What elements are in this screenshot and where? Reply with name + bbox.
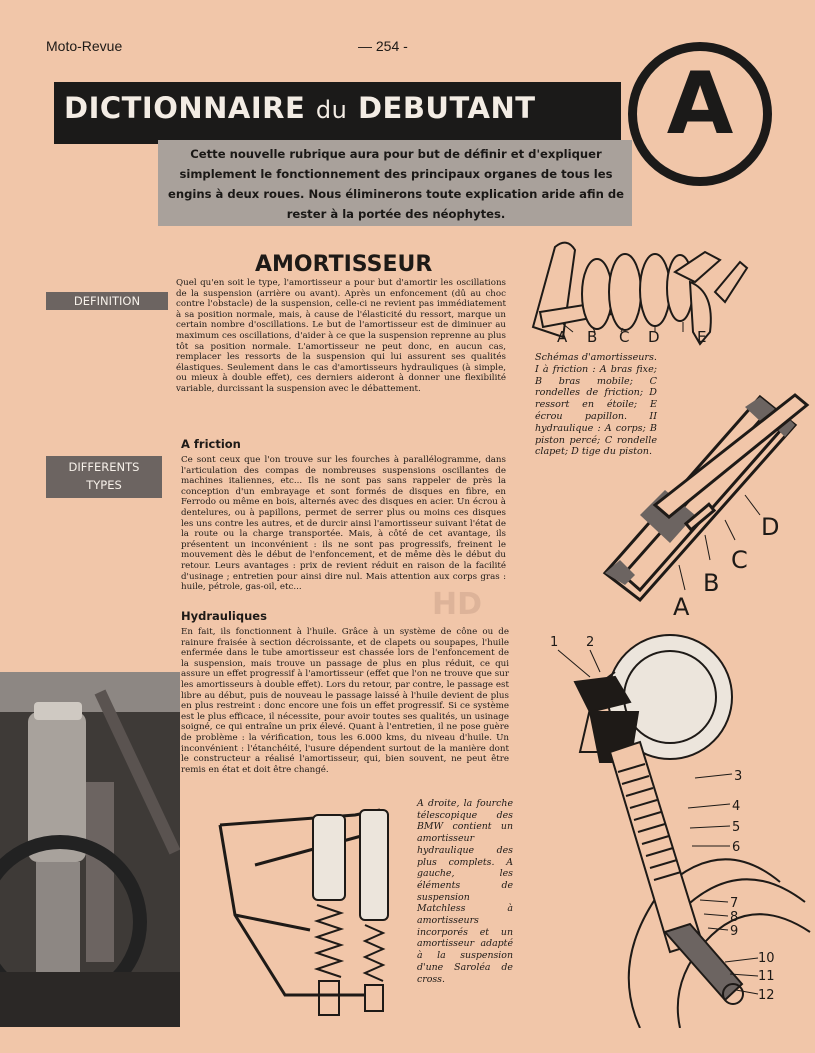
page-number: — 254 -	[358, 38, 408, 54]
intro-text: Cette nouvelle rubrique aura pour but de définir et d'expliquer simplement le fonctionnement des principaux organes de tous les engins à deux roues. Nous éliminerons toute explication aride afin de rester à la portée des néophytes.	[167, 147, 625, 221]
fork-label-12: 12	[758, 988, 775, 1003]
hydraulic-heading: Hydrauliques	[181, 609, 267, 623]
series-title	[64, 91, 536, 125]
fork-label-3: 3	[734, 769, 743, 784]
definition-label: DEFINITION	[46, 292, 168, 310]
article-title: AMORTISSEUR	[255, 252, 433, 277]
fork-label-5: 5	[732, 820, 741, 835]
fork-label-8: 8	[730, 910, 739, 925]
types-label	[46, 456, 162, 498]
hydraulic-damper-diagram	[595, 385, 815, 625]
friction-label-c: C	[619, 328, 630, 346]
bmw-telescopic-fork-drawing	[520, 632, 812, 1028]
hydraulic-label-a: A	[673, 593, 690, 621]
watermark: HD	[432, 587, 483, 622]
matchless-suspension-drawing	[215, 795, 410, 1027]
friction-diagram-labels	[557, 328, 706, 346]
hydraulic-label-b: B	[703, 569, 720, 597]
fork-label-11: 11	[758, 969, 775, 984]
fork-label-4: 4	[732, 799, 741, 814]
hydraulic-label-c: C	[731, 546, 748, 574]
fork-label-10: 10	[758, 951, 775, 966]
publication-name: Moto-Revue	[46, 38, 123, 54]
friction-paragraph: Ce sont ceux que l'on trouve sur les fourches à parallélogramme, dans l'articulation des compas de nombreuses suspensions oscillantes de machines italiennes, etc... Ils ne sont pas sans rappeler de près la conception d'un embrayage et sont formés de disques en fibre, en Ferrodo ou même en bois, alternés avec des disques en acier. Un écrou à dentelures, ou à papillons, permet de serrer plus ou moins ces disques les uns contre les autres, et de durcir ainsi l'amortisseur suivant l'état de la route ou la charge transportée. Mais, à côté de cet avantage, ils présentent un inconvénient : ils ne sont pas progressifs, freinent le mouvement dès le début de l'enfoncement, et de même dès le début du retour. Leurs avantages : prix de revient réduit en raison de la facilité d'usinage ; entretien pour ainsi dire nul. Mais attention aux corps gras : huile, pétrole, gas-oil, etc...	[181, 455, 506, 593]
types-label-line-2: TYPES	[86, 478, 122, 492]
fork-label-7: 7	[730, 896, 739, 911]
fork-label-9: 9	[730, 924, 739, 939]
fork-label-2: 2	[586, 635, 595, 650]
types-label-line-1: DIFFERENTS	[68, 460, 140, 474]
title-part-2: DEBUTANT	[347, 91, 536, 125]
hydraulic-label-d: D	[761, 513, 780, 541]
title-part-1: DICTIONNAIRE	[64, 91, 316, 125]
shock-absorber-photo	[0, 672, 180, 1027]
friction-label-d: D	[648, 328, 660, 346]
friction-label-b: B	[587, 328, 598, 346]
schema-caption: Schémas d'amortisseurs. I à friction : A bras fixe; B bras mobile; C rondelles de friction; D ressort en étoile; E écrou papillon. II hydraulique : A corps; B piston percé; C rondelle clapet; D tige du piston.	[535, 352, 657, 458]
photos-caption: A droite, la fourche télescopique des BMW contient un amortisseur hydraulique des plus complets. A gauche, les éléments de suspension Matchless à amortisseurs incorporés et un amortisseur adapté à la suspension d'une Saroléa de cross.	[417, 798, 513, 985]
fork-label-1: 1	[550, 635, 559, 650]
friction-label-e: E	[697, 328, 707, 346]
fork-label-6: 6	[732, 840, 741, 855]
friction-damper-diagram	[515, 232, 755, 357]
letter-badge-letter: A	[666, 54, 734, 154]
friction-heading: A friction	[181, 437, 241, 451]
definition-paragraph: Quel qu'en soit le type, l'amortisseur a pour but d'amortir les oscillations de la suspension (arrière ou avant). Après un enfoncement (dû au choc contre l'obstacle) de la suspension, celle-ci ne revient pas immédiatement à sa position normale, mais, à cause de l'élasticité du ressort, marque un certain nombre d'oscillations. Le but de l'amortisseur est de diminuer au maximum ces oscillations, d'aider à ce que la suspension reprenne au plus tôt sa position normale. L'amortisseur ne peut donc, en aucun cas, remplacer les ressorts de la suspension qui lui assurent ses qualités élastiques. Seulement dans le cas d'amortisseurs hydrauliques (à simple, ou mieux à double effet), ces derniers aideront à donner une flexibilité variable, durcissant la suspension avec le débattement.	[176, 278, 506, 394]
hydraulic-paragraph: En fait, ils fonctionnent à l'huile. Grâce à un système de cône ou de rainure fraisée à section décroissante, et de clapets ou soupapes, l'huile enfermée dans le tube amortisseur est chassée lors de l'enfoncement de la suspension, mais trouve un passage de plus en plus réduit, ce qui assure un effet progressif à l'amortisseur (effet que l'on ne trouve que sur les amortisseurs à double effet). Lors du retour, par contre, le passage est libre au début, puis de nouveau le passage laissé à l'huile devient de plus en plus restreint : donc encore une fois un effet progressif. Si ce système est le plus efficace, il nécessite, pour avoir toutes ses qualités, un usinage soigné, ce qui entraîne un prix élevé. Quant à l'entretien, il ne pose guère de problème : la vérification, tous les 6.000 kms, du niveau d'huile. Un inconvénient : l'étanchéité, l'usure dépendent surtout de la manière dont le constructeur a réalisé l'amortisseur, qui, bien souvent, ne peut être remis en état et doit être changé.	[181, 627, 509, 775]
title-part-du: du	[315, 96, 348, 124]
friction-label-a: A	[557, 328, 568, 346]
